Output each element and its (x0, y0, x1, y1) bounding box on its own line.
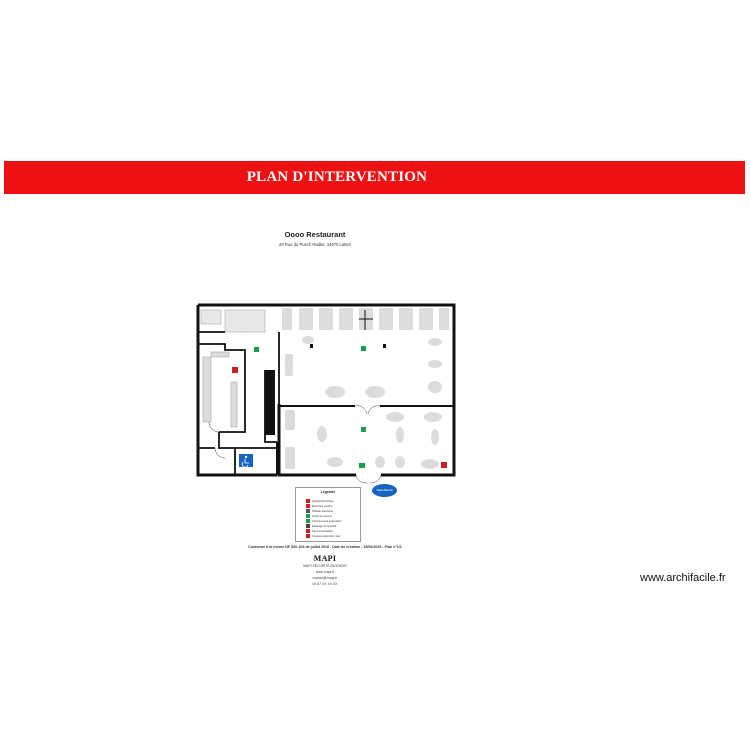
round-table (386, 412, 404, 422)
legend-item: Tableau électrique (306, 509, 333, 514)
round-table (325, 386, 345, 398)
stair-shaft (265, 370, 275, 435)
footer-line: www.mapi.fr (315, 570, 335, 574)
legend-symbol-icon (306, 514, 310, 518)
footer-line: contact@mapi.fr (312, 576, 338, 580)
legend (295, 487, 361, 542)
emergency-exit-sign (361, 427, 366, 432)
card-storage (201, 310, 221, 324)
you-are-here-badge: Vous êtes ici (372, 484, 397, 497)
restaurant-address: 29 Rue du Pusch Radler, 34970 Lattes (279, 242, 351, 247)
watermark[interactable]: www.archifacile.fr (640, 572, 726, 584)
accessible-icon-head (245, 456, 247, 458)
round-table (317, 426, 327, 442)
legend-symbol-icon (306, 519, 310, 523)
table (285, 410, 295, 430)
page-title: PLAN D'INTERVENTION (246, 169, 428, 185)
round-table (375, 456, 385, 468)
compliance-note: Conforme à la norme NF S60-303 de juillet 2018 - Date de création : 15/06/2025 - Plan n°1/1 (248, 545, 402, 549)
legend-title: Légende (320, 490, 336, 494)
emergency-exit-sign (254, 347, 259, 352)
booth-table (319, 308, 333, 330)
round-table (424, 412, 442, 422)
round-table (428, 360, 442, 368)
bar-counter (225, 310, 265, 332)
legend-item: Coupure électricité / Gaz (306, 534, 341, 539)
legend-symbol-icon (306, 509, 310, 513)
title-banner (4, 161, 745, 194)
electric-panel (310, 344, 313, 348)
kitchen-counter-2 (211, 352, 229, 357)
restaurant-name: Oooo Restaurant (284, 230, 346, 239)
kitchen-counter (203, 357, 211, 422)
round-table (396, 427, 404, 443)
booth-table (282, 308, 292, 330)
booth-table (419, 308, 433, 330)
footer-line: 04 67 XX XX XX (312, 582, 338, 586)
footer-line: MAPI SÉCURITÉ INCENDIE (303, 564, 347, 568)
emergency-exit-sign (361, 346, 366, 351)
table (285, 447, 295, 469)
mapi-logo: MAPI (313, 554, 337, 563)
emergency-exit-sign (359, 463, 365, 468)
legend-symbol-icon (306, 529, 310, 533)
round-table (327, 457, 343, 467)
legend-item: Appareil électrique (306, 499, 333, 504)
legend-symbol-icon (306, 524, 310, 528)
table (285, 354, 293, 376)
round-table (395, 456, 405, 468)
round-table (431, 429, 439, 445)
booth-table (379, 308, 393, 330)
floor-plan (195, 302, 457, 484)
legend-item: Eclairage de sécurité (306, 524, 336, 529)
door-swing (356, 475, 367, 483)
round-table (428, 381, 442, 393)
kitchen-island (231, 382, 237, 427)
door-swing (370, 475, 381, 483)
round-table (421, 459, 439, 469)
legend-symbol-icon (306, 504, 310, 508)
fire-extinguisher (232, 367, 238, 373)
booth-table (339, 308, 353, 330)
round-table (365, 386, 385, 398)
booth-table (299, 308, 313, 330)
round-table (302, 336, 314, 344)
fire-extinguisher (441, 462, 447, 468)
booth-table (439, 308, 449, 330)
legend-item: Sortie de secours (306, 514, 332, 519)
electric-panel (383, 344, 386, 348)
legend-symbol-icon (306, 499, 310, 503)
legend-item: Extincteur poudre (306, 504, 332, 509)
legend-symbol-icon (306, 534, 310, 538)
round-table (428, 338, 442, 346)
legend-item: Sens d'évacuation (306, 529, 333, 534)
legend-item: Cheminement évacuation (306, 519, 341, 524)
booth-table (399, 308, 413, 330)
